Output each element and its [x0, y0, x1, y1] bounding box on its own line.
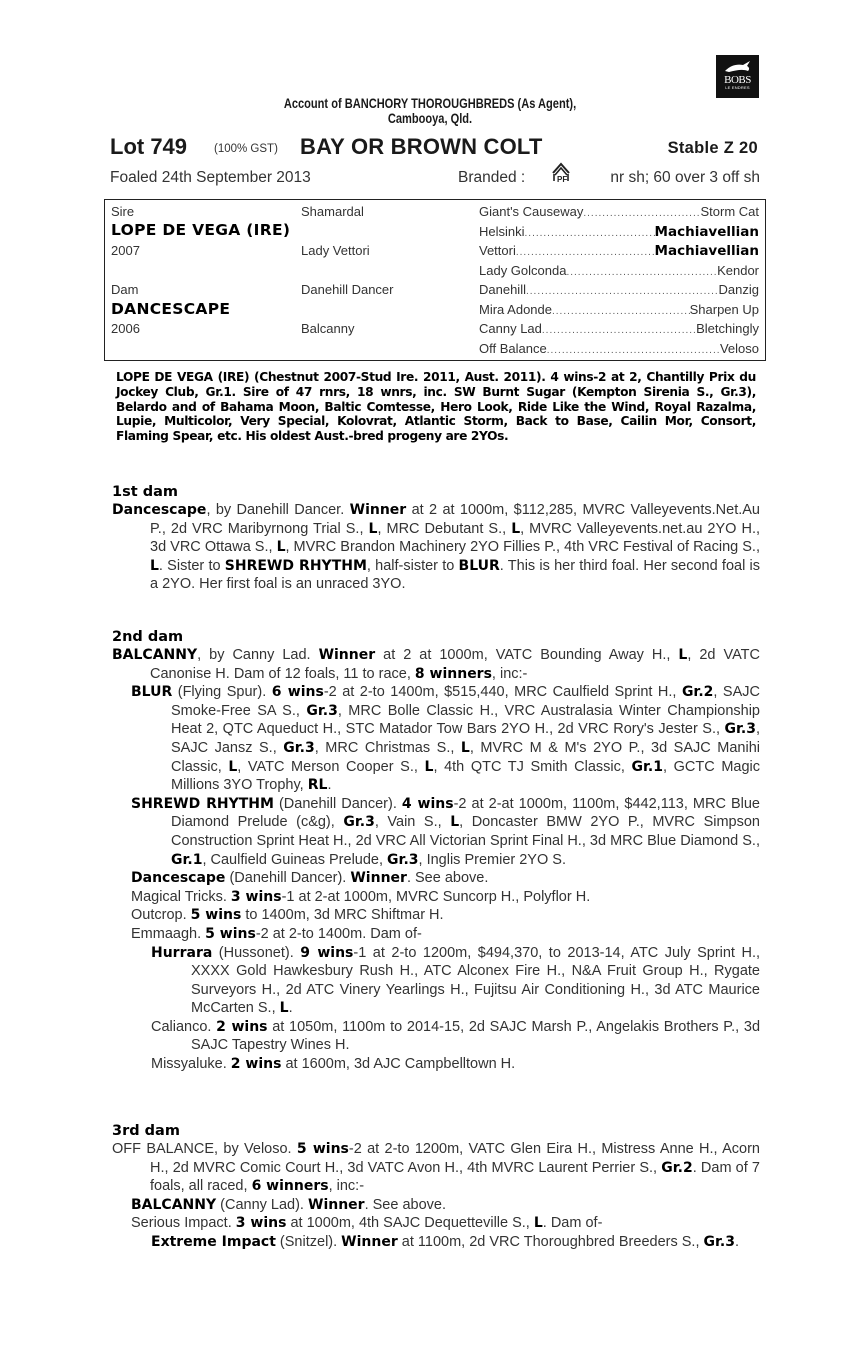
- grandparent-name: Lady Golconda: [479, 262, 567, 278]
- great-grandparent-name: Storm Cat: [700, 204, 759, 219]
- bold-text: Gr.3: [306, 702, 338, 719]
- sire-summary: LOPE DE VEGA (IRE) (Chestnut 2007-Stud Ire. 2011, Aust. 2011). 4 wins-2 at 2, Chantilly Prix du Jockey Club, Gr.1. Sire of 47 rnrs, 18 wnrs, inc. SW Burnt Sugar (Kempton Sirenia S., Gr.3), Belardo and of Bahama Moon, Baltic Comtesse, Hero Look, Ride Like the Wind, Royal Razalma, Lupie, Multicolor, Very Special, Kolovrat, Atlantic Storm, Back to Base, Cailin Mor, Consort, Flaming Spear, etc. His oldest Aust.-bred progeny are 2YOs.: [116, 370, 756, 444]
- text: -2 at 2-at 1000m, 1100m, $442,113, MRC Blue Diamond Prelude (c&g),: [171, 795, 760, 831]
- family-entry: [112, 906, 760, 925]
- bold-text: L: [678, 647, 688, 663]
- text: to 1400m, 3d MRC Shiftmar H.: [241, 907, 444, 924]
- grandparent-name: Vettori: [479, 243, 516, 258]
- brand-mark-icon: [550, 161, 572, 190]
- section-title: 3rd dam: [112, 1123, 180, 1139]
- family-entry: [112, 869, 760, 888]
- sire-label: Sire: [111, 204, 135, 219]
- section-2nd-dam: [112, 628, 760, 1074]
- text: Emmaagh.: [131, 925, 206, 942]
- sire-name: LOPE DE VEGA (IRE): [111, 221, 291, 239]
- text: , MRC Bolle Classic H., VRC Australasia Winter Championship Heat 2, QTC Aqueduct H., STC Matador Tow Bars 2YO H., 2d VRC Rory's Jester S.,: [171, 702, 760, 738]
- section-title: 1st dam: [112, 484, 178, 500]
- bold-text: Gr.3: [283, 739, 315, 756]
- text: -2 at 2-to 1200m, VATC Glen Eira H., Mistress Anne H., Acorn H., 2d MVRC Comic Court H., 3d VATC Avon H., 4th MVRC Laurent Perrier S.,: [150, 1141, 760, 1176]
- text: at 2 at 1000m, $112,285, MVRC Valleyevents.Net.Au P., 2d VRC Maribyrnong Trial S.,: [150, 502, 761, 537]
- bold-text: Winner: [349, 502, 407, 518]
- bold-text: Winner: [341, 1233, 398, 1250]
- text: .: [734, 1233, 739, 1250]
- bold-text: BALCANNY: [131, 1196, 217, 1213]
- bold-text: L: [368, 520, 378, 537]
- branded-label: Branded :: [458, 169, 526, 186]
- text: -1 at 2-at 1000m, MVRC Suncorp H., Polyflor H.: [281, 888, 591, 905]
- bold-text: 5 wins: [205, 925, 256, 942]
- text: at 1100m, 2d VRC Thoroughbred Breeders S.,: [397, 1233, 704, 1250]
- bird-logo-icon: [723, 59, 753, 75]
- bold-text: Dancescape: [131, 870, 226, 887]
- bold-text: 6 wins: [271, 684, 324, 701]
- text: (Canny Lad).: [216, 1196, 308, 1213]
- text: Calianco.: [151, 1018, 217, 1035]
- bobs-logo: BOBS LE ENDRES: [716, 55, 759, 98]
- great-grandparent-name: Kendor: [717, 262, 759, 278]
- great-grandparent-name: Machiavellian: [654, 223, 759, 240]
- bold-text: Gr.3: [703, 1233, 735, 1250]
- text: , inc:-: [328, 1178, 365, 1195]
- grandparent-row: [479, 321, 759, 341]
- text: (Flying Spur).: [172, 684, 272, 701]
- bold-text: BLUR: [458, 557, 500, 574]
- grandparent-row: [479, 302, 759, 322]
- lot-number: Lot 749: [110, 134, 188, 159]
- text: (Snitzel).: [275, 1233, 342, 1250]
- bold-text: Extreme Impact: [151, 1233, 276, 1250]
- grandparent-name: Canny Lad: [479, 321, 542, 336]
- text: , SAJC Jansz S.,: [171, 721, 760, 756]
- bold-text: 2 wins: [230, 1056, 282, 1073]
- bold-text: BALCANNY: [112, 647, 198, 663]
- text: . See above.: [364, 1196, 446, 1213]
- text: at 1050m, 1100m to 2014-15, 2d SAJC Marsh P., Angelakis Brothers P., 3d SAJC Tapestry Wines H.: [191, 1018, 761, 1054]
- text: , by Danehill Dancer.: [206, 502, 350, 518]
- text: .: [327, 777, 332, 794]
- foaled-brand-row: [110, 169, 760, 189]
- grandparent-name: Off Balance: [479, 340, 547, 356]
- text: at 2 at 1000m, VATC Bounding Away H.,: [375, 647, 679, 663]
- text: , MRC Christmas S.,: [314, 739, 461, 756]
- leader-dots: [547, 345, 720, 356]
- text: , Caulfield Guineas Prelude,: [202, 851, 388, 868]
- great-grandparent-name: Machiavellian: [654, 243, 759, 259]
- bold-text: SHREWD RHYTHM: [224, 557, 367, 574]
- dam-sire: Danehill Dancer: [301, 282, 394, 297]
- text: OFF BALANCE, by Veloso.: [112, 1141, 297, 1157]
- dam-label: Dam: [111, 282, 139, 297]
- text: -1 at 2-to 1200m, $494,370, to 2013-14, ATC July Sprint H., XXXX Gold Hawkesbury Rush H., ATC Alconex Fire H., N&A Fruit Group H., Rygate Surveyors H., 2d ATC Vinery Yearlings H., Fujitsu Air Conditioning H., 3d ATC Maurice McCarten S.,: [191, 944, 761, 1017]
- bold-text: 3 wins: [235, 1215, 287, 1232]
- dam-year: 2006: [111, 321, 140, 336]
- text: -2 at 2-to 1400m. Dam of-: [255, 925, 422, 942]
- family-entry: [112, 501, 760, 594]
- leader-dots: [583, 208, 700, 219]
- text: , MRC Debutant S.,: [377, 520, 512, 537]
- family-entry: [112, 1214, 760, 1233]
- text: , MVRC Valleyevents.net.au 2YO H., 3d VRC Ottawa S.,: [150, 520, 760, 556]
- family-entry: [112, 944, 760, 1018]
- leader-dots: [542, 325, 696, 336]
- lot-description: BAY OR BROWN COLT: [300, 134, 543, 159]
- grandparent-row: [479, 263, 759, 283]
- account-line-1: Account of BANCHORY THOROUGHBREDS (As Agent),: [283, 96, 577, 111]
- grandparent-name: Giant's Causeway: [479, 204, 584, 219]
- text: , 2d VATC Canonise H. Dam of 12 foals, 11 to race,: [150, 647, 761, 682]
- entry-list: [112, 646, 760, 1074]
- bold-text: L: [150, 557, 159, 574]
- family-entry: [112, 1196, 760, 1215]
- bold-text: Gr.3: [387, 851, 419, 868]
- text: , GCTC Magic Millions 3YO Trophy,: [171, 758, 760, 794]
- bold-text: Gr.2: [681, 684, 714, 701]
- text: -2 at 2-to 1400m, $515,440, MRC Caulfield Sprint H.,: [323, 684, 682, 701]
- text: Missyaluke.: [151, 1056, 231, 1073]
- pedigree-table: [104, 199, 766, 361]
- lot-title-row: [110, 134, 760, 162]
- sire-year: 2007: [111, 243, 140, 258]
- bold-text: L: [533, 1215, 543, 1232]
- bold-text: 9 wins: [300, 944, 354, 961]
- text: , by Canny Lad.: [197, 647, 319, 663]
- stable-location: Stable Z 20: [667, 139, 758, 157]
- text: , Vain S.,: [374, 814, 451, 831]
- bold-text: RL: [307, 777, 328, 794]
- dam-name: DANCESCAPE: [111, 300, 231, 318]
- text: Magical Tricks.: [131, 888, 231, 905]
- great-grandparent-name: Sharpen Up: [689, 301, 759, 317]
- bold-text: 8 winners: [414, 665, 492, 682]
- foaled-date: Foaled 24th September 2013: [110, 169, 311, 186]
- grandparent-name: Danehill: [479, 282, 526, 297]
- family-entry: [112, 683, 760, 795]
- bold-text: Winner: [350, 870, 407, 887]
- bold-text: L: [424, 758, 434, 775]
- family-entry: [112, 888, 760, 907]
- family-entry: [112, 1233, 760, 1252]
- grandparent-name: Helsinki: [479, 223, 525, 239]
- text: , VATC Merson Cooper S.,: [237, 758, 425, 775]
- text: , MVRC Brandon Machinery 2YO Fillies P., 4th VRC Festival of Racing S.,: [285, 539, 760, 556]
- bold-text: L: [276, 539, 286, 556]
- leader-dots: [516, 247, 655, 258]
- bold-text: Gr.3: [724, 721, 756, 738]
- text: , SAJC Smoke-Free SA S.,: [171, 684, 760, 719]
- bold-text: Winner: [318, 647, 376, 663]
- text: .: [288, 1000, 293, 1017]
- dam-dam: Balcanny: [301, 321, 355, 336]
- vendor-account: [159, 96, 700, 126]
- text: (Hussonet).: [212, 944, 301, 961]
- family-entry: [112, 1055, 760, 1074]
- text: . Dam of-: [542, 1215, 603, 1232]
- bold-text: 6 winners: [251, 1178, 329, 1195]
- account-line-2: Cambooya, Qld.: [387, 111, 473, 126]
- great-grandparent-name: Danzig: [718, 282, 759, 297]
- pedigree-grandparents: [479, 204, 759, 360]
- grandparent-row: [479, 204, 759, 224]
- text: Outcrop.: [131, 907, 191, 924]
- section-title: 2nd dam: [112, 629, 184, 645]
- bold-text: Gr.1: [631, 758, 663, 775]
- bold-text: L: [450, 814, 460, 831]
- bold-text: 2 wins: [216, 1018, 268, 1035]
- bold-text: 3 wins: [230, 888, 282, 905]
- text: , Inglis Premier 2YO S.: [418, 851, 566, 868]
- entry-list: [112, 501, 760, 594]
- text: , MVRC M & M's 2YO P., 3d SAJC Manihi Classic,: [171, 739, 760, 775]
- text: . Sister to: [158, 557, 225, 574]
- bold-text: Dancescape: [112, 502, 207, 518]
- leader-dots: [526, 286, 719, 297]
- grandparent-row: [479, 341, 759, 361]
- text: , 4th QTC TJ Smith Classic,: [433, 758, 632, 775]
- svg-text:PF: PF: [557, 175, 568, 184]
- section-3rd-dam: [112, 1122, 760, 1252]
- great-grandparent-name: Veloso: [719, 340, 759, 356]
- bold-text: SHREWD RHYTHM: [131, 795, 274, 812]
- grandparent-name: Mira Adonde: [479, 301, 552, 317]
- gst-note: (100% GST): [214, 143, 278, 155]
- bold-text: Gr.2: [661, 1159, 693, 1176]
- text: , half-sister to: [366, 557, 459, 574]
- text: Serious Impact.: [131, 1215, 236, 1232]
- brand-description: nr sh; 60 over 3 off sh: [610, 169, 760, 186]
- bold-text: L: [511, 520, 521, 537]
- text: (Danehill Dancer).: [225, 870, 351, 887]
- bold-text: L: [460, 739, 470, 756]
- bold-text: 5 wins: [296, 1141, 349, 1157]
- leader-dots: [525, 228, 655, 239]
- bold-text: L: [279, 1000, 289, 1017]
- bold-text: Gr.1: [171, 851, 203, 868]
- entry-list: [112, 1140, 760, 1252]
- text: . See above.: [406, 870, 489, 887]
- great-grandparent-name: Bletchingly: [696, 321, 759, 336]
- bold-text: 5 wins: [190, 907, 242, 924]
- text: (Danehill Dancer).: [273, 795, 402, 812]
- sire-sire: Shamardal: [301, 204, 364, 219]
- bold-text: Hurrara: [151, 944, 213, 961]
- family-entry: [112, 925, 760, 944]
- bold-text: 4 wins: [401, 795, 454, 812]
- text: at 1000m, 4th SAJC Dequetteville S.,: [286, 1215, 534, 1232]
- pedigree-parents: [105, 200, 475, 360]
- leader-dots: [552, 306, 690, 317]
- text: , Doncaster BMW 2YO P., MVRC Simpson Construction Sprint Heat H., 2d VRC All Victorian Sprint Final H., 3d MRC Blue Diamond S.,: [171, 814, 760, 849]
- family-entry: [112, 646, 760, 683]
- text: , inc:-: [491, 665, 528, 682]
- text: at 1600m, 3d AJC Campbelltown H.: [281, 1056, 516, 1073]
- section-1st-dam: [112, 483, 760, 594]
- grandparent-row: [479, 224, 759, 244]
- bold-text: Gr.3: [343, 814, 375, 831]
- text: . This is her third foal. Her second foal is a 2YO. Her first foal is an unraced 3YO.: [150, 557, 760, 593]
- grandparent-row: [479, 243, 759, 263]
- family-entry: [112, 1018, 760, 1055]
- bold-text: L: [228, 758, 238, 775]
- family-entry: [112, 795, 760, 869]
- bold-text: Winner: [308, 1196, 365, 1213]
- bold-text: BLUR: [131, 684, 173, 701]
- family-entry: [112, 1140, 760, 1196]
- text: . Dam of 7 foals, all raced,: [150, 1159, 760, 1195]
- grandparent-row: [479, 282, 759, 302]
- leader-dots: [566, 267, 717, 278]
- sire-dam: Lady Vettori: [301, 243, 370, 258]
